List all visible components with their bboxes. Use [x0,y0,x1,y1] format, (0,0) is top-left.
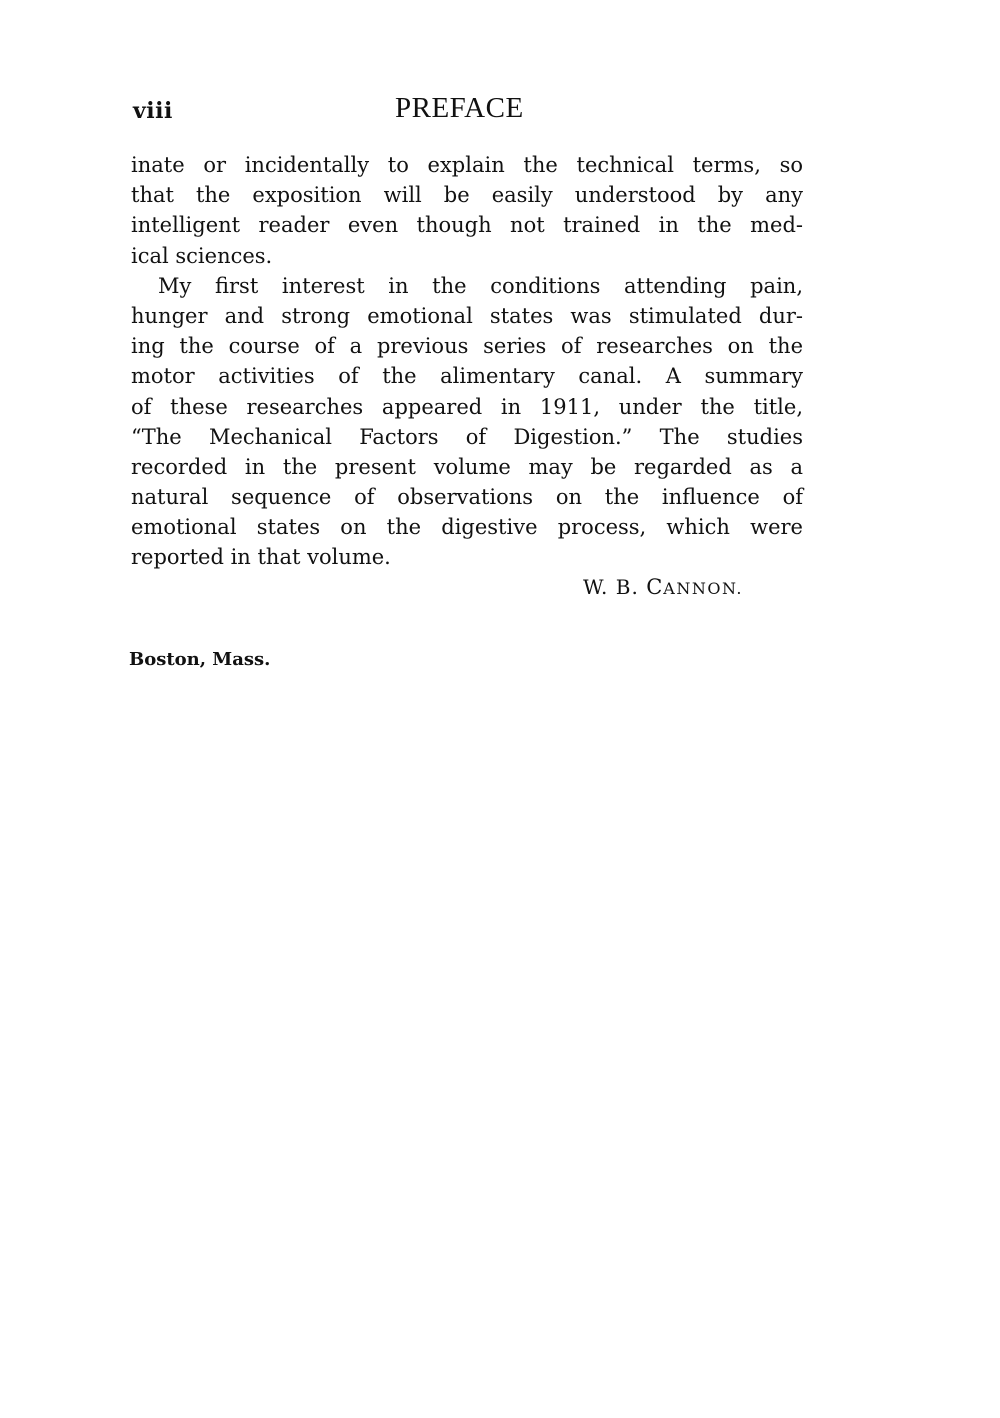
text-line: that the exposition will be easily understood by any [131,183,803,208]
preface-text [131,150,803,573]
text-line: of these researches appeared in 1911, under the title, [131,394,803,419]
text-line: hunger and strong emotional states was stimulated dur- [131,303,803,328]
text-line: reported in that volume. [131,545,391,570]
text-line: ing the course of a previous series of researches on the [131,334,803,359]
text-line: emotional states on the digestive process, which were [131,515,803,540]
running-head [133,92,805,128]
author-signature [583,575,743,599]
signature-surname: ANNON. [663,579,744,598]
text-line: “The Mechanical Factors of Digestion.” The studies [131,424,803,449]
text-line: recorded in the present volume may be regarded as a [131,454,803,479]
text-line: inate or incidentally to explain the technical terms, so [131,153,803,177]
signature-initials: W. B. [583,575,639,599]
text-line: motor activities of the alimentary canal. A summary [131,364,803,389]
signature-surname-initial: C [646,575,664,599]
text-line: ical sciences. [131,243,273,268]
running-title: PREFACE [395,92,524,124]
page-number: viii [133,98,173,124]
place-line: Boston, Mass. [129,649,271,670]
text-line: My first interest in the conditions attending pain, [158,273,803,298]
text-line: intelligent reader even though not trained in the med- [131,213,803,238]
text-line: natural sequence of observations on the influence of [131,485,803,510]
